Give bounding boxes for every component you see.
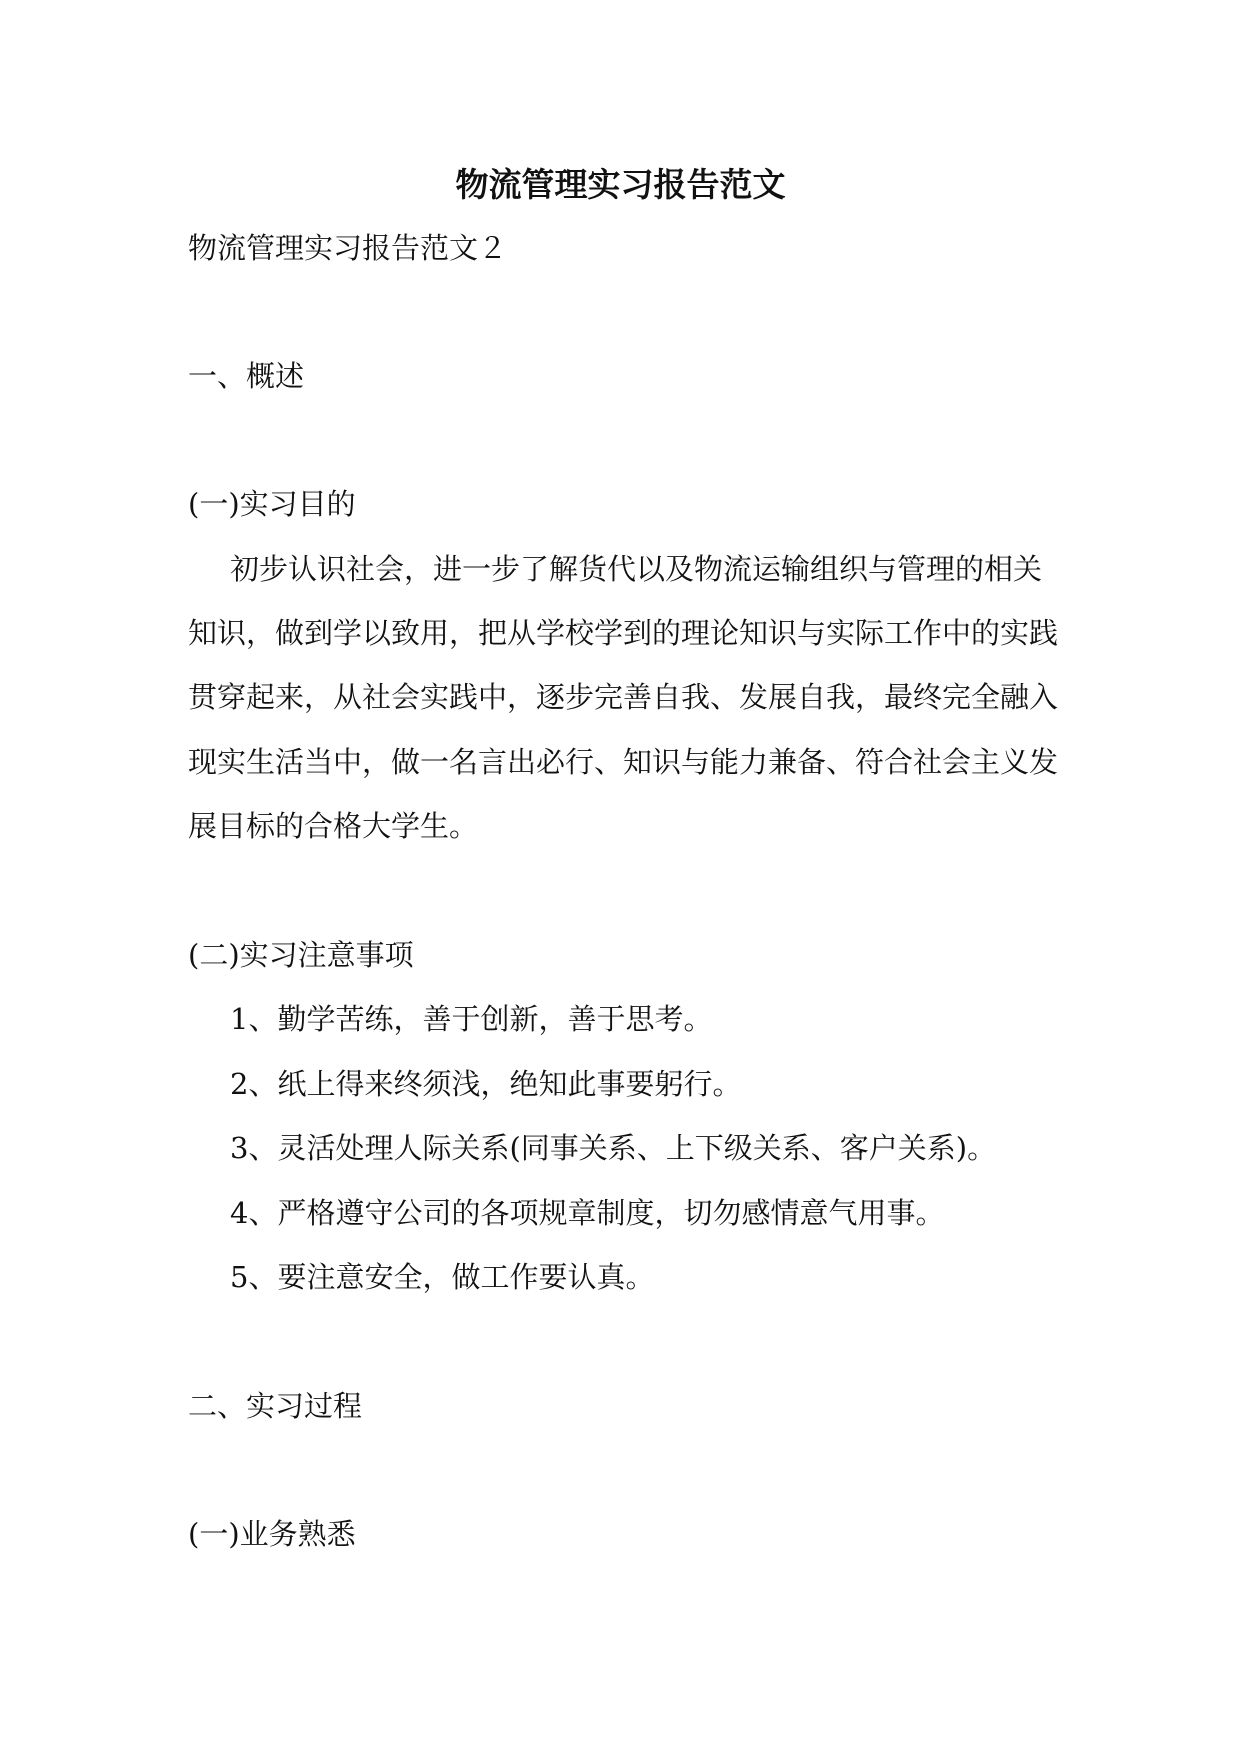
document-title: 物流管理实习报告范文 (455, 165, 786, 204)
section-heading-overview: 一、概述 (188, 359, 305, 393)
section-heading-process: 二、实习过程 (188, 1389, 363, 1423)
subsection-heading-notes: (二)实习注意事项 (188, 938, 414, 972)
paragraph-line: 初步认识社会，进一步了解货代以及物流运输组织与管理的相关 (230, 552, 1043, 586)
subsection-heading-purpose: (一)实习目的 (188, 487, 356, 521)
document-subtitle: 物流管理实习报告范文２ (188, 231, 508, 265)
list-item: 4、严格遵守公司的各项规章制度，切勿感情意气用事。 (230, 1196, 945, 1230)
list-item: 5、要注意安全，做工作要认真。 (230, 1260, 655, 1294)
paragraph-line: 现实生活当中，做一名言出必行、知识与能力兼备、符合社会主义发 (188, 745, 1059, 779)
paragraph-line: 贯穿起来，从社会实践中，逐步完善自我、发展自我，最终完全融入 (188, 680, 1059, 714)
subsection-heading-business: (一)业务熟悉 (188, 1517, 356, 1551)
list-item: 3、灵活处理人际关系(同事关系、上下级关系、客户关系)。 (230, 1131, 997, 1165)
paragraph-line: 展目标的合格大学生。 (188, 809, 479, 843)
list-item: 1、勤学苦练，善于创新，善于思考。 (230, 1002, 713, 1036)
paragraph-line: 知识，做到学以致用，把从学校学到的理论知识与实际工作中的实践 (188, 616, 1059, 650)
list-item: 2、纸上得来终须浅，绝知此事要躬行。 (230, 1067, 742, 1101)
